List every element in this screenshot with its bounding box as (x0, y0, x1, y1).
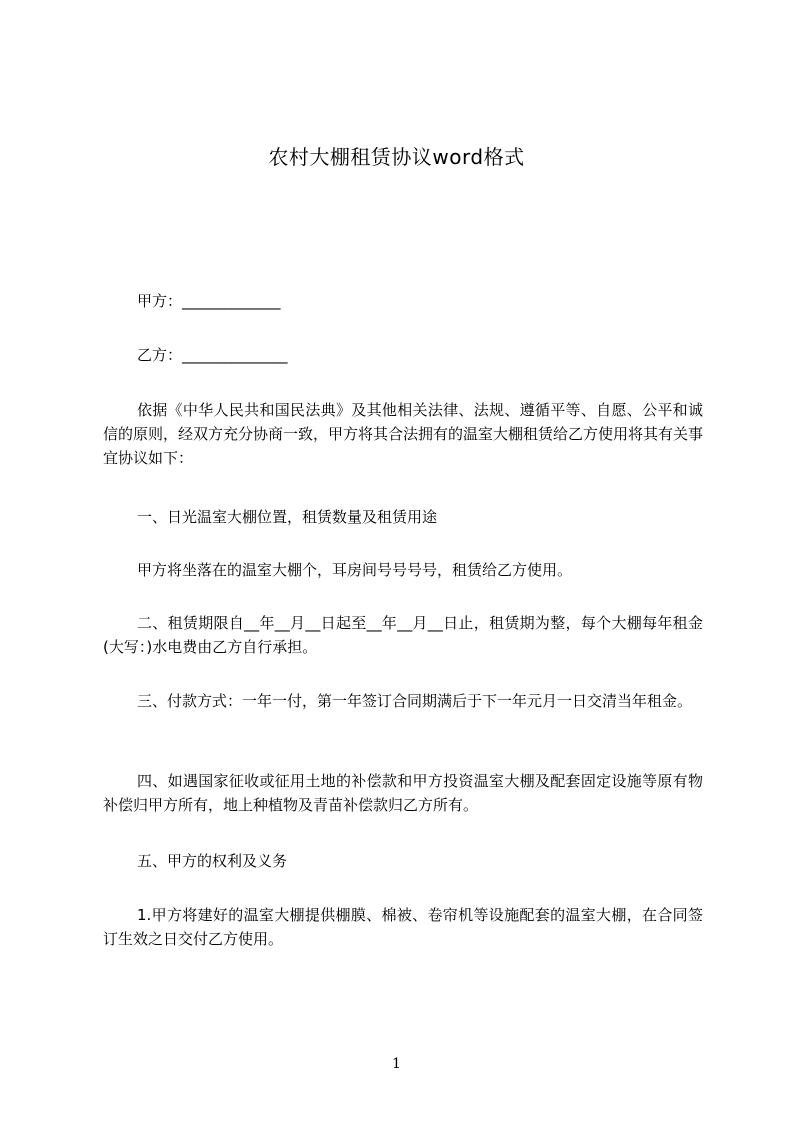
section-3-paragraph: 三、付款方式：一年一付，第一年签订合同期满后于下一年元月一日交清当年租金。 (137, 692, 693, 710)
section-1-heading: 一、日光温室大棚位置，租赁数量及租赁用途 (137, 508, 438, 526)
page-number: 1 (392, 1056, 401, 1072)
party-b-line (103, 343, 703, 367)
party-b-label: 乙方： (137, 346, 183, 364)
section-4-paragraph: 四、如遇国家征收或征用土地的补偿款和甲方投资温室大棚及配套固定设施等原有物补偿归甲方所有，地上种植物及青苗补偿款归乙方所有。 (103, 772, 703, 814)
party-a-line (103, 289, 703, 313)
party-a-blank: ______________ (182, 292, 281, 310)
section-5-item-1: 1.甲方将建好的温室大棚提供棚膜、棉被、卷帘机等设施配套的温室大棚，在合同签订生效之日交付乙方使用。 (103, 906, 703, 948)
section-5-heading: 五、甲方的权利及义务 (137, 852, 288, 870)
preamble-paragraph: 依据《中华人民共和国民法典》及其他相关法律、法规、遵循平等、自愿、公平和诚信的原则，经双方充分协商一致，甲方将其合法拥有的温室大棚租赁给乙方使用将其有关事宜协议如下： (103, 401, 704, 467)
document-title: 农村大棚租赁协议word格式 (268, 145, 525, 169)
section-2-paragraph: 二、租赁期限自__年__月__日起至__年__月__日止，租赁期为整，每个大棚每年租金(大写：)水电费由乙方自行承担。 (103, 614, 703, 656)
party-b-blank: _______________ (182, 346, 288, 364)
section-1-body: 甲方将坐落在的温室大棚个，耳房间号号号号，租赁给乙方使用。 (137, 561, 573, 579)
party-a-label: 甲方： (137, 292, 183, 310)
